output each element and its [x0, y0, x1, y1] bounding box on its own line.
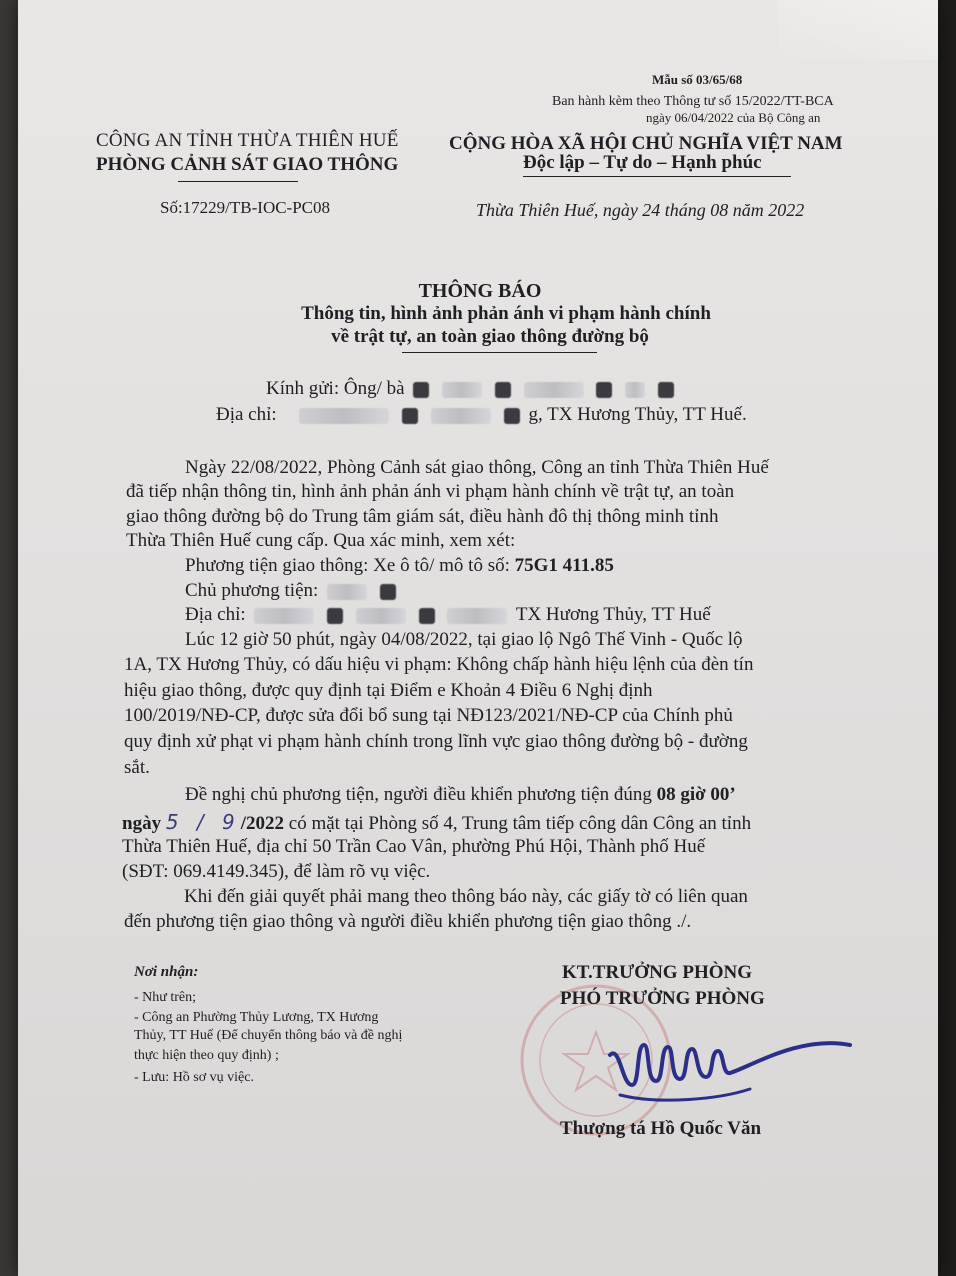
form-code: Mẫu số 03/65/68	[652, 72, 743, 87]
department-name: PHÒNG CẢNH SÁT GIAO THÔNG	[96, 154, 399, 175]
redaction-block	[327, 608, 343, 624]
body-text: Ngày 22/08/2022, Phòng Cảnh sát giao thông, Công an tỉnh Thừa Thiên Huế	[185, 457, 769, 478]
signer-name: Thượng tá Hồ Quốc Văn	[560, 1118, 762, 1139]
body-text: quy định xử phạt vi phạm hành chính trong lĩnh vực giao thông đường bộ - đường	[124, 731, 748, 752]
recipient-label: Kính gửi: Ông/ bà	[266, 378, 405, 399]
body-text: có mặt tại Phòng số 4, Trung tâm tiếp công dân Công an tỉnh	[288, 813, 752, 834]
appointment-year: /2022	[240, 813, 285, 834]
redaction-block	[495, 382, 511, 398]
vehicle-plate: 75G1 411.85	[514, 555, 614, 576]
redaction-block	[254, 608, 314, 624]
redaction-block	[625, 382, 645, 398]
receivers-title: Nơi nhận:	[134, 964, 199, 980]
receiver-item: - Công an Phường Thủy Lương, TX Hương	[134, 1010, 379, 1025]
document-subtitle-1: Thông tin, hình ảnh phản ánh vi phạm hành chính	[301, 303, 711, 324]
motto-underline	[523, 176, 791, 177]
national-motto: Độc lập – Tự do – Hạnh phúc	[523, 152, 762, 173]
form-issue-line2: ngày 06/04/2022 của Bộ Công an	[646, 110, 821, 125]
owner-address-label: Địa chỉ:	[185, 604, 246, 625]
body-text: 100/2019/NĐ-CP, được sửa đổi bổ sung tại NĐ123/2021/NĐ-CP của Chính phủ	[124, 705, 733, 726]
document-subtitle-2: về trật tự, an toàn giao thông đường bộ	[331, 326, 649, 347]
national-title: CỘNG HÒA XÃ HỘI CHỦ NGHĨA VIỆT NAM	[449, 133, 843, 154]
redaction-block	[356, 608, 406, 624]
redaction-block	[431, 408, 491, 424]
body-text: (SĐT: 069.4149.345), để làm rõ vụ việc.	[122, 861, 431, 882]
body-text: Thừa Thiên Huế cung cấp. Qua xác minh, xem xét:	[126, 530, 516, 551]
agency-name: CÔNG AN TỈNH THỪA THIÊN HUẾ	[96, 130, 399, 151]
redaction-block	[658, 382, 674, 398]
receiver-item: - Như trên;	[134, 990, 197, 1005]
redaction-block	[402, 408, 418, 424]
vehicle-line	[185, 555, 614, 577]
place-date: Thừa Thiên Huế, ngày 24 tháng 08 năm 2022	[476, 200, 805, 220]
owner-line	[185, 580, 400, 602]
body-text: 1A, TX Hương Thủy, có dấu hiệu vi phạm: Không chấp hành hiệu lệnh của đèn tín	[124, 654, 754, 675]
body-text: giao thông đường bộ do Trung tâm giám sát, điều hành đô thị thông minh tỉnh	[126, 506, 719, 527]
signer-role-2: PHÓ TRƯỞNG PHÒNG	[560, 988, 765, 1009]
redaction-block	[524, 382, 584, 398]
body-text: đã tiếp nhận thông tin, hình ảnh phản ánh vi phạm hành chính về trật tự, an toàn	[126, 481, 735, 502]
body-text: Lúc 12 giờ 50 phút, ngày 04/08/2022, tại giao lộ Ngô Thế Vinh - Quốc lộ	[185, 629, 743, 650]
redaction-block	[504, 408, 520, 424]
recipient-address-line	[216, 404, 747, 426]
body-text: Khi đến giải quyết phải mang theo thông báo này, các giấy tờ có liên quan	[184, 886, 748, 907]
body-text: sắt.	[124, 757, 150, 778]
appointment-time: 08 giờ 00’	[656, 784, 736, 805]
recipient-line	[266, 378, 678, 400]
redaction-block	[419, 608, 435, 624]
redaction-block	[442, 382, 482, 398]
agency-underline	[178, 181, 298, 182]
body-text: Đề nghị chủ phương tiện, người điều khiển phương tiện đúng	[185, 784, 652, 805]
appointment-line	[185, 784, 736, 806]
handwritten-signature	[600, 1015, 860, 1125]
redaction-block	[413, 382, 429, 398]
receiver-item: Thủy, TT Huế (Để chuyển thông báo và đề nghị	[134, 1028, 403, 1043]
receiver-item: - Lưu: Hồ sơ vụ việc.	[134, 1070, 254, 1085]
handwritten-date: 5 / 9	[165, 810, 241, 834]
appointment-date-line	[122, 810, 751, 835]
form-issue-line1: Ban hành kèm theo Thông tư số 15/2022/TT-BCA	[552, 94, 834, 109]
body-text: đến phương tiện giao thông và người điều khiển phương tiện giao thông ./.	[124, 911, 692, 932]
redaction-block	[327, 584, 367, 600]
paper-crease	[778, 0, 938, 60]
owner-address-line	[185, 604, 711, 626]
body-text: Thừa Thiên Huế, địa chỉ 50 Trần Cao Vân, phường Phú Hội, Thành phố Huế	[122, 836, 706, 857]
address-tail: g, TX Hương Thủy, TT Huế.	[528, 404, 747, 425]
address-label: Địa chỉ:	[216, 404, 277, 425]
redaction-block	[447, 608, 507, 624]
redaction-block	[596, 382, 612, 398]
signer-role-1: KT.TRƯỞNG PHÒNG	[562, 962, 752, 983]
owner-address-tail: TX Hương Thủy, TT Huế	[515, 604, 711, 625]
day-label: ngày	[122, 813, 162, 834]
document-number: Số:17229/TB-IOC-PC08	[160, 198, 331, 217]
document-title: THÔNG BÁO	[418, 280, 542, 302]
redaction-block	[299, 408, 389, 424]
title-underline	[402, 352, 597, 353]
receiver-item: thực hiện theo quy định) ;	[134, 1048, 279, 1063]
vehicle-label: Phương tiện giao thông: Xe ô tô/ mô tô số:	[185, 555, 510, 576]
owner-label: Chủ phương tiện:	[185, 580, 319, 601]
redaction-block	[380, 584, 396, 600]
body-text: hiệu giao thông, được quy định tại Điểm e Khoản 4 Điều 6 Nghị định	[124, 680, 653, 701]
